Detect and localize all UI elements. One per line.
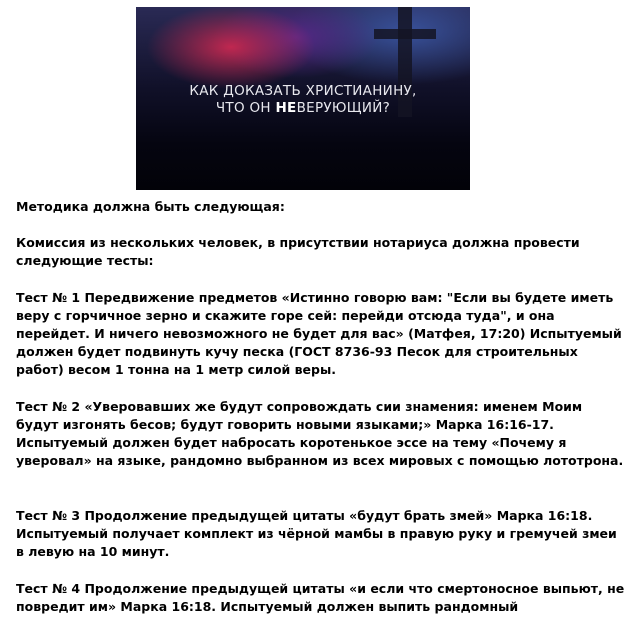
banner-title-line1: КАК ДОКАЗАТЬ ХРИСТИАНИНУ, — [189, 83, 417, 99]
paragraph-test-4 — [16, 580, 626, 616]
banner-title-line2-suffix: ВЕРУЮЩИЙ? — [296, 100, 391, 116]
paragraph-text: Тест № 1 Передвижение предметов «Истинно говорю вам: "Если вы будете иметь веру с горчичное зерно и скажите горе сей: перейди отсюда туда", и она перейдет. И ничего невозможного не будет для вас» (Матфея, 17:20) Испытуемый должен будет подвинуть кучу песка (ГОСТ 8736-93 Песок для строительных работ) весом 1 тонна на 1 метр силой веры. — [16, 290, 622, 377]
cross-silhouette-bar — [374, 29, 436, 39]
paragraph-text: Комиссия из нескольких человек, в присутствии нотариуса должна провести следующие тесты: — [16, 235, 580, 268]
banner-title-line2 — [136, 100, 470, 117]
paragraph-text: Тест № 2 «Уверовавших же будут сопровождать сии знамения: именем Моим будут изгонять бесов; будут говорить новыми языками;» Марка 16:16-17. Испытуемый должен будет набросать коротенькое эссе на тему «Почему я уверовал» на языке, рандомно выбранном из всех мировых с помощью лототрона. — [16, 399, 624, 468]
paragraph-test-3 — [16, 507, 626, 561]
paragraph-text: Методика должна быть следующая: — [16, 199, 285, 214]
paragraph-text: Тест № 4 Продолжение предыдущей цитаты «и если что смертоносное выпьют, не повредит им» Марка 16:18. Испытуемый должен выпить рандомный — [16, 581, 625, 614]
paragraph-method-intro — [16, 198, 626, 216]
banner-title-emphasis: НЕ — [275, 100, 297, 116]
header-banner-image — [136, 7, 470, 190]
paragraph-commission — [16, 234, 626, 270]
paragraph-test-1 — [16, 289, 626, 379]
paragraph-test-2 — [16, 398, 626, 470]
paragraph-text: Тест № 3 Продолжение предыдущей цитаты «будут брать змей» Марка 16:18. Испытуемый получает комплект из чёрной мамбы в правую руку и гремучей змеи в левую на 10 минут. — [16, 508, 617, 559]
banner-title-line2-prefix: ЧТО ОН — [215, 100, 276, 116]
